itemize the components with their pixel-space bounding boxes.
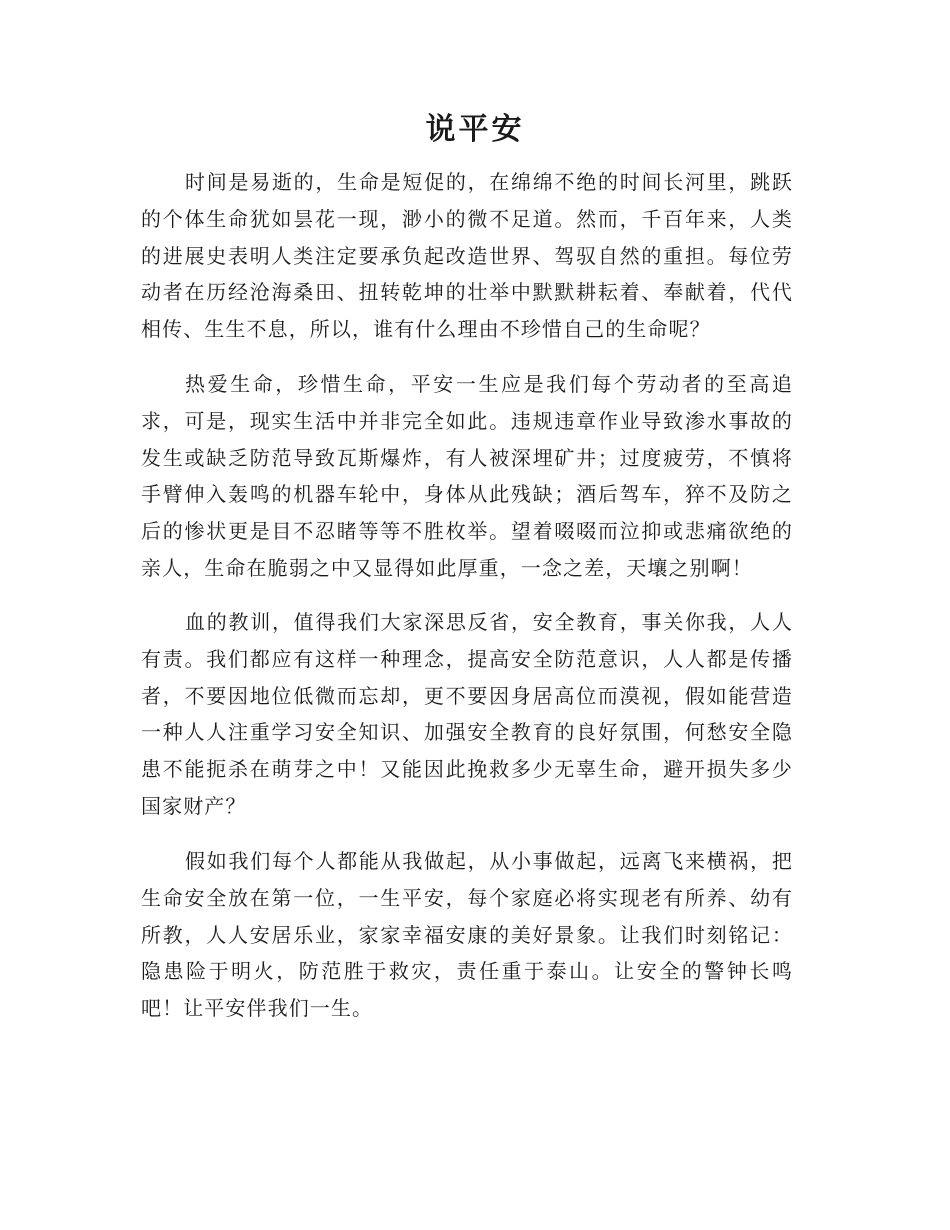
paragraph-1: 时间是易逝的，生命是短促的，在绵绵不绝的时间长河里，跳跃的个体生命犹如昙花一现，渺小的微不足道。然而，千百年来，人类的进展史表明人类注定要承负起改造世界、驾驭自然的重担。每位劳动者在历经沧海桑田、扭转乾坤的壮举中默默耕耘着、奉献着，代代相传、生生不息，所以，谁有什么理由不珍惜自己的生命呢？ — [141, 170, 793, 342]
page-title: 说平安 — [425, 112, 525, 147]
paragraph-2: 热爱生命，珍惜生命，平安一生应是我们每个劳动者的至高追求，可是，现实生活中并非完全如此。违规违章作业导致渗水事故的发生或缺乏防范导致瓦斯爆炸，有人被深埋矿井；过度疲劳，不慎将手臂伸入轰鸣的机器车轮中，身体从此残缺；酒后驾车，猝不及防之后的惨状更是目不忍睹等等不胜枚举。望着啜啜而泣抑或悲痛欲绝的亲人，生命在脆弱之中又显得如此厚重，一念之差，天壤之别啊！ — [141, 372, 793, 580]
paragraph-4: 假如我们每个人都能从我做起，从小事做起，远离飞来横祸，把生命安全放在第一位，一生平安，每个家庭必将实现老有所养、幼有所教，人人安居乐业，家家幸福安康的美好景象。让我们时刻铭记：隐患险于明火，防范胜于救灾，责任重于泰山。让安全的警钟长鸣吧！让平安伴我们一生。 — [141, 849, 793, 1021]
paragraph-3: 血的教训，值得我们大家深思反省，安全教育，事关你我，人人有责。我们都应有这样一种理念，提高安全防范意识，人人都是传播者，不要因地位低微而忘却，更不要因身居高位而漠视，假如能营造一种人人注重学习安全知识、加强安全教育的良好氛围，何愁安全隐患不能扼杀在萌芽之中！又能因此挽救多少无辜生命，避开损失多少国家财产？ — [141, 610, 793, 818]
